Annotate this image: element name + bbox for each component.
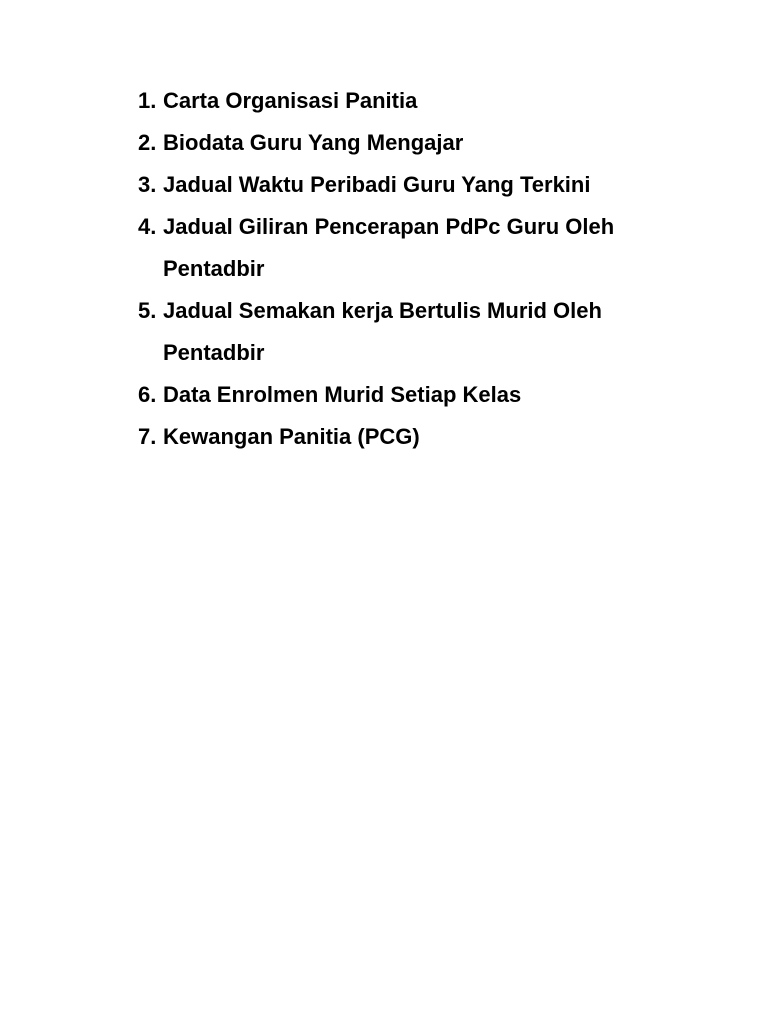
item-number: 2. (138, 130, 157, 155)
list-item (138, 290, 638, 374)
item-number: 4. (138, 214, 157, 239)
item-number: 6. (138, 382, 157, 407)
item-text: Jadual Waktu Peribadi Guru Yang Terkini (163, 172, 591, 197)
numbered-list (138, 80, 638, 458)
list-item (138, 374, 638, 416)
list-item (138, 80, 638, 122)
list-item (138, 416, 638, 458)
item-text: Kewangan Panitia (PCG) (163, 424, 420, 449)
item-text: Jadual Semakan kerja Bertulis Murid Oleh Pentadbir (163, 298, 602, 365)
item-text: Carta Organisasi Panitia (163, 88, 418, 113)
item-number: 1. (138, 88, 157, 113)
list-item (138, 206, 638, 290)
list-item (138, 122, 638, 164)
item-number: 5. (138, 298, 157, 323)
item-text: Jadual Giliran Pencerapan PdPc Guru Oleh Pentadbir (163, 214, 615, 281)
list-item (138, 164, 638, 206)
item-number: 7. (138, 424, 157, 449)
item-number: 3. (138, 172, 157, 197)
item-text: Biodata Guru Yang Mengajar (163, 130, 464, 155)
item-text: Data Enrolmen Murid Setiap Kelas (163, 382, 522, 407)
